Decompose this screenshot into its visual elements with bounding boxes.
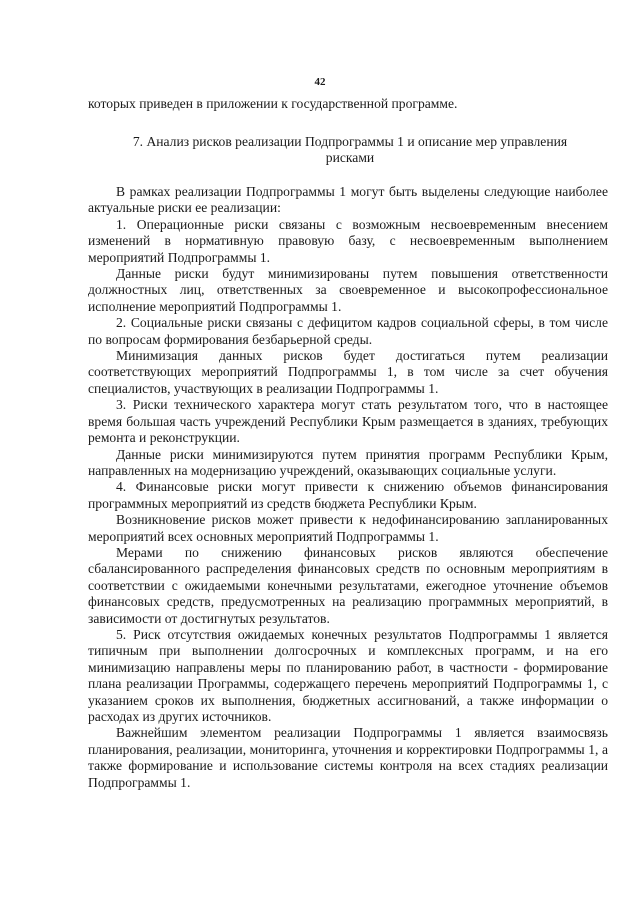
paragraph-operational-mitigation: Данные риски будут минимизированы путем повышения ответственности должностных лиц, ответственных за своевременное и высокопрофессиональное исполнение мероприятий Подпрограммы 1.	[88, 266, 608, 314]
paragraph-intro: В рамках реализации Подпрограммы 1 могут быть выделены следующие наиболее актуальные риски ее реализации:	[88, 184, 608, 216]
paragraph-technical-mitigation: Данные риски минимизируются путем принятия программ Республики Крым, направленных на модернизацию учреждений, оказывающих социальные услуги.	[88, 446, 608, 478]
paragraph-underfunding: Возникновение рисков может привести к недофинансированию запланированных мероприятий всех основных мероприятий Подпрограммы 1.	[88, 512, 608, 544]
section-body	[88, 184, 608, 791]
paragraph-financial-measures: Мерами по снижению финансовых рисков являются обеспечение сбалансированного распределения финансовых средств по основным мероприятиям в соответствии с ожидаемыми конечными результатами, ежегодное уточнение объемов финансовых средств, предусмотренных на реализацию программных мероприятий, в зависимости от достигнутых результатов.	[88, 544, 608, 626]
paragraph-control-system: Важнейшим элементом реализации Подпрограммы 1 является взаимосвязь планирования, реализации, мониторинга, уточнения и корректировки Подпрограммы 1, а также формирование и использование системы контроля на всех стадиях реализации Подпрограммы 1.	[88, 725, 608, 790]
section-title: 7. Анализ рисков реализации Подпрограммы 1 и описание мер управления рисками	[132, 134, 568, 166]
paragraph-social-risks: 2. Социальные риски связаны с дефицитом кадров социальной сферы, в том числе по вопросам формирования безбарьерной среды.	[88, 315, 608, 347]
paragraph-operational-risks: 1. Операционные риски связаны с возможным несвоевременным внесением изменений в нормативную правовую базу, с несвоевременным выполнением мероприятий Подпрограммы 1.	[88, 216, 608, 265]
paragraph-social-mitigation: Минимизация данных рисков будет достигаться путем реализации соответствующих мероприятий Подпрограммы 1, в том числе за счет обучения специалистов, участвующих в реализации Подпрограммы 1.	[88, 348, 608, 396]
page-number: 42	[314, 76, 326, 88]
continuation-text: которых приведен в приложении к государственной программе.	[88, 96, 458, 111]
paragraph-financial-risks: 4. Финансовые риски могут привести к снижению объемов финансирования программных мероприятий из средств бюджета Республики Крым.	[88, 479, 608, 511]
paragraph-technical-risks: 3. Риски технического характера могут стать результатом того, что в настоящее время большая часть учреждений Республики Крым размещается в зданиях, требующих ремонта и реконструкции.	[88, 397, 608, 446]
paragraph-results-risk: 5. Риск отсутствия ожидаемых конечных результатов Подпрограммы 1 является типичным при выполнении долгосрочных и комплексных программ, и на его минимизацию направлены меры по планированию работ, в частности - формирование плана реализации Программы, содержащего перечень мероприятий Подпрограммы 1, с указанием сроков их выполнения, бюджетных ассигнований, а также информации о расходах из других источников.	[88, 626, 608, 724]
